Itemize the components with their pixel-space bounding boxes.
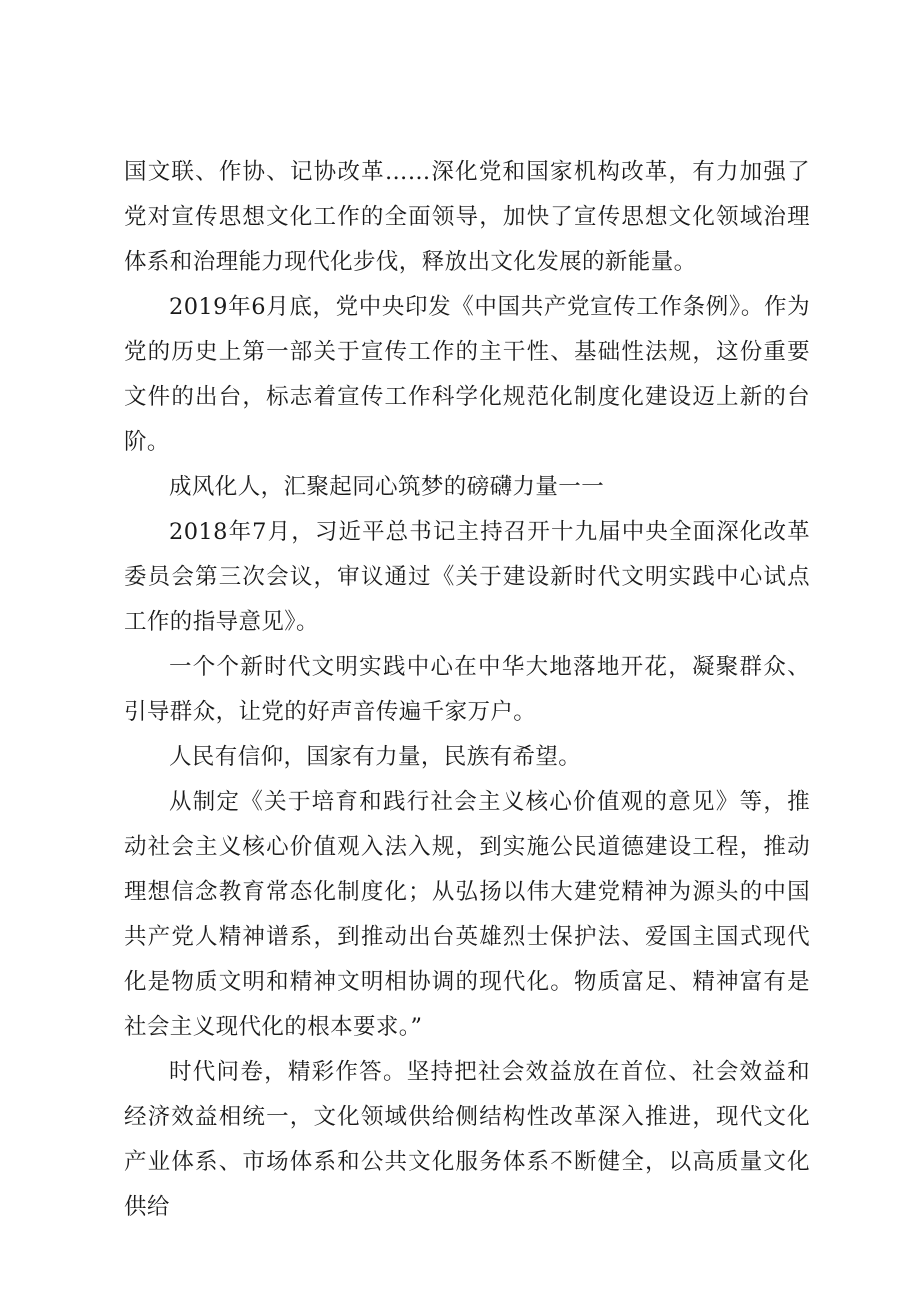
paragraph-1: 国文联、作协、记协改革……深化党和国家机构改革，有力加强了党对宣传思想文化工作的全面领导，加快了宣传思想文化领域治理体系和治理能力现代化步伐，释放出文化发展的新能量。 <box>124 159 810 275</box>
paragraph-8: 时代问卷，精彩作答。坚持把社会效益放在首位、社会效益和经济效益相统一，文化领域供给侧结构性改革深入推进，现代文化产业体系、市场体系和公共文化服务体系不断健全，以高质量文化供给 <box>124 1059 810 1220</box>
paragraph-2: 2019年6月底，党中央印发《中国共产党宣传工作条例》。作为党的历史上第一部关于宣传工作的主干性、基础性法规，这份重要文件的出台，标志着宣传工作科学化规范化制度化建设迈上新的台阶。 <box>124 294 810 455</box>
paragraph-5: 一个个新时代文明实践中心在中华大地落地开花，凝聚群众、引导群众，让党的好声音传遍千家万户。 <box>124 654 810 725</box>
paragraph-3: 成风化人，汇聚起同心筑梦的磅礴力量一一 <box>169 474 605 500</box>
document-body <box>124 150 810 1230</box>
paragraph-7: 从制定《关于培育和践行社会主义核心价值观的意见》等，推动社会主义核心价值观入法入规，到实施公民道德建设工程，推动理想信念教育常态化制度化；从弘扬以伟大建党精神为源头的中国共产党人精神谱系，到推动出台英雄烈士保护法、爱国主国式现代化是物质文明和精神文明相协调的现代化。物质富足、精神富有是社会主义现代化的根本要求。” <box>124 789 810 1040</box>
paragraph-6: 人民有信仰，国家有力量，民族有希望。 <box>169 744 582 770</box>
paragraph-4: 2018年7月，习近平总书记主持召开十九届中央全面深化改革委员会第三次会议，审议通过《关于建设新时代文明实践中心试点工作的指导意见》。 <box>124 519 810 635</box>
